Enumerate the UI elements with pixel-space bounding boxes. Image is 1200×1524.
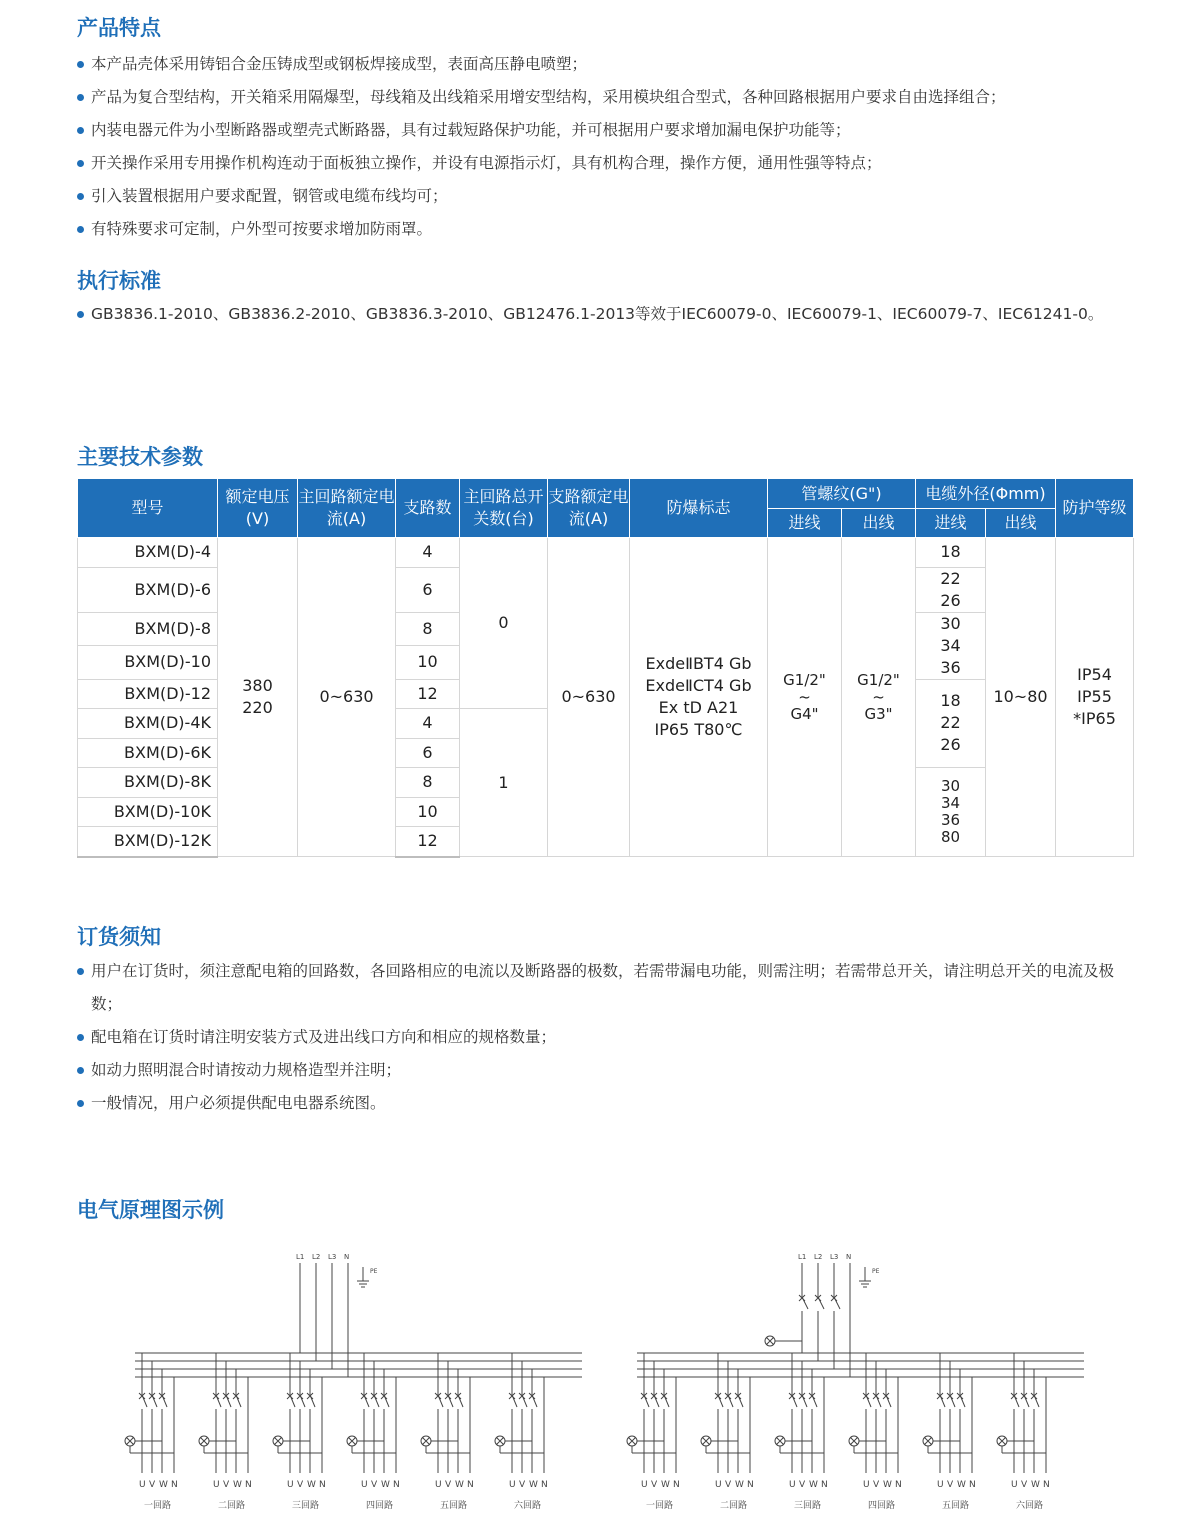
pe-label: PE (872, 1268, 880, 1275)
phase-label: L1 (798, 1253, 807, 1261)
terminal-label: U (213, 1480, 220, 1490)
model-cell: BXM(D)-6K (78, 738, 218, 768)
header-branch-current: 支路额定电流(A) (548, 479, 630, 538)
branches-cell: 6 (396, 567, 460, 612)
terminal-label: V (297, 1480, 304, 1490)
standards-list (77, 298, 1120, 331)
cable-in-cell: 18 22 26 (916, 679, 986, 768)
list-item: 有特殊要求可定制，户外型可按要求增加防雨罩。 (77, 213, 1160, 246)
list-item: 配电箱在订货时请注明安装方式及进出线口方向和相应的规格数量； (77, 1021, 1130, 1054)
branches-cell: 4 (396, 709, 460, 739)
list-item: 产品为复合型结构，开关箱采用隔爆型，母线箱及出线箱采用增安型结构，采用模块组合型式，各种回路根据用户要求自由选择组合； (77, 81, 1160, 114)
phase-label: L3 (830, 1253, 839, 1261)
terminal-label: W (957, 1480, 966, 1490)
branches-cell: 8 (396, 768, 460, 798)
branch-current-cell: 0~630 (548, 538, 630, 857)
header-cable-out: 出线 (986, 509, 1056, 538)
terminal-label: U (937, 1480, 944, 1490)
terminal-label: N (821, 1480, 828, 1490)
list-item: 本产品壳体采用铸铝合金压铸成型或钢板焊接成型，表面高压静电喷塑； (77, 48, 1160, 81)
circuit-label: 三回路 (292, 1501, 320, 1511)
header-model: 型号 (78, 479, 218, 538)
terminal-label: W (455, 1480, 464, 1490)
lamp-cross (275, 1438, 282, 1445)
terminal-label: N (1043, 1480, 1050, 1490)
diagrams-title: 电气原理图示例 (77, 1198, 224, 1222)
model-cell: BXM(D)-8 (78, 612, 218, 646)
header-thread-out: 出线 (842, 509, 916, 538)
terminal-label: N (895, 1480, 902, 1490)
pe-label: PE (370, 1268, 378, 1275)
ordering-list (77, 955, 1130, 1120)
branches-cell: 10 (396, 797, 460, 827)
voltage-cell: 380 220 (218, 538, 298, 857)
standards-title: 执行标准 (77, 269, 161, 293)
model-cell: BXM(D)-10 (78, 646, 218, 680)
model-cell: BXM(D)-10K (78, 797, 218, 827)
terminal-label: U (715, 1480, 722, 1490)
ground-icon (859, 1267, 871, 1287)
lamp-cross (777, 1438, 784, 1445)
lamp-cross (767, 1338, 774, 1345)
circuit-label: 三回路 (794, 1501, 822, 1511)
terminal-label: U (863, 1480, 870, 1490)
cable-in-cell: 22 26 (916, 567, 986, 612)
header-branches: 支路数 (396, 479, 460, 538)
list-item: GB3836.1-2010、GB3836.2-2010、GB3836.3-2010、GB12476.1-2013等效于IEC60079-0、IEC60079-1、IEC60079-7、IEC61241-0。 (77, 298, 1120, 331)
branches-cell: 10 (396, 646, 460, 680)
ex-mark-cell: ExdeⅡBT4 Gb ExdeⅡCT4 Gb Ex tD A21 IP65 T80℃ (630, 538, 768, 857)
circuit-label: 四回路 (868, 1501, 896, 1511)
header-ex-mark: 防爆标志 (630, 479, 768, 538)
lamp-cross (703, 1438, 710, 1445)
terminal-label: W (809, 1480, 818, 1490)
terminal-label: U (435, 1480, 442, 1490)
terminal-label: V (149, 1480, 156, 1490)
circuit-label: 六回路 (514, 1501, 542, 1511)
branches-cell: 6 (396, 738, 460, 768)
cable-out-cell: 10~80 (986, 538, 1056, 857)
terminal-label: V (725, 1480, 732, 1490)
terminal-label: V (519, 1480, 526, 1490)
terminal-label: N (393, 1480, 400, 1490)
lamp-cross (423, 1438, 430, 1445)
params-title: 主要技术参数 (77, 445, 203, 469)
list-item: 引入装置根据用户要求配置，钢管或电缆布线均可； (77, 180, 1160, 213)
phase-label: N (344, 1253, 350, 1261)
model-cell: BXM(D)-4K (78, 709, 218, 739)
terminal-label: W (1031, 1480, 1040, 1490)
terminal-label: N (319, 1480, 326, 1490)
lamp-cross (127, 1438, 134, 1445)
list-item: 一般情况，用户必须提供配电电器系统图。 (77, 1087, 1130, 1120)
terminal-label: U (139, 1480, 146, 1490)
terminal-label: U (789, 1480, 796, 1490)
terminal-label: W (159, 1480, 168, 1490)
terminal-label: N (245, 1480, 252, 1490)
header-cable-in: 进线 (916, 509, 986, 538)
model-cell: BXM(D)-8K (78, 768, 218, 798)
spec-table (77, 478, 1134, 858)
branches-cell: 8 (396, 612, 460, 646)
lamp-cross (497, 1438, 504, 1445)
list-item: 如动力照明混合时请按动力规格造型并注明； (77, 1054, 1130, 1087)
circuit-label: 四回路 (366, 1501, 394, 1511)
terminal-label: N (673, 1480, 680, 1490)
thread-in-cell: G1/2" ~ G4" (768, 538, 842, 857)
switches-cell: 1 (460, 709, 548, 857)
list-item: 内装电器元件为小型断路器或塑壳式断路器，具有过载短路保护功能，并可根据用户要求增加漏电保护功能等； (77, 114, 1160, 147)
lamp-cross (349, 1438, 356, 1445)
terminal-label: W (661, 1480, 670, 1490)
terminal-label: N (171, 1480, 178, 1490)
terminal-label: W (883, 1480, 892, 1490)
terminal-label: N (747, 1480, 754, 1490)
circuit-label: 六回路 (1016, 1501, 1044, 1511)
lamp-cross (851, 1438, 858, 1445)
schematic-with-main-switch (622, 1245, 1092, 1524)
circuit-label: 五回路 (440, 1501, 468, 1511)
features-title: 产品特点 (77, 16, 161, 40)
phase-label: N (846, 1253, 852, 1261)
terminal-label: N (467, 1480, 474, 1490)
terminal-label: U (1011, 1480, 1018, 1490)
terminal-label: V (799, 1480, 806, 1490)
phase-label: L3 (328, 1253, 337, 1261)
header-main-current: 主回路额定电流(A) (298, 479, 396, 538)
phase-label: L2 (312, 1253, 321, 1261)
ground-icon (357, 1267, 369, 1287)
schematic-diagram (622, 1245, 1092, 1520)
lamp-cross (999, 1438, 1006, 1445)
terminal-label: W (529, 1480, 538, 1490)
branches-cell: 12 (396, 679, 460, 709)
circuit-label: 一回路 (646, 1501, 674, 1511)
branches-cell: 4 (396, 538, 460, 568)
thread-out-cell: G1/2" ~ G3" (842, 538, 916, 857)
header-thread: 管螺纹(G") (768, 479, 916, 509)
main-current-cell: 0~630 (298, 538, 396, 857)
cable-in-cell: 18 (916, 538, 986, 568)
ip-cell: IP54 IP55 *IP65 (1056, 538, 1134, 857)
cable-in-cell: 30 34 36 80 (916, 768, 986, 857)
circuit-label: 二回路 (720, 1501, 748, 1511)
model-cell: BXM(D)-6 (78, 567, 218, 612)
terminal-label: W (233, 1480, 242, 1490)
circuit-label: 五回路 (942, 1501, 970, 1511)
model-cell: BXM(D)-12 (78, 679, 218, 709)
model-cell: BXM(D)-12K (78, 827, 218, 857)
list-item: 开关操作采用专用操作机构连动于面板独立操作，并设有电源指示灯，具有机构合理，操作方便，通用性强等特点； (77, 147, 1160, 180)
terminal-label: U (641, 1480, 648, 1490)
table-row (78, 538, 1134, 568)
header-cable: 电缆外径(Φmm) (916, 479, 1056, 509)
terminal-label: W (307, 1480, 316, 1490)
terminal-label: W (735, 1480, 744, 1490)
switches-cell: 0 (460, 538, 548, 709)
terminal-label: V (873, 1480, 880, 1490)
header-main-switches: 主回路总开关数(台) (460, 479, 548, 538)
terminal-label: U (509, 1480, 516, 1490)
schematic-without-main-switch (120, 1245, 590, 1524)
phase-label: L2 (814, 1253, 823, 1261)
terminal-label: V (223, 1480, 230, 1490)
model-cell: BXM(D)-4 (78, 538, 218, 568)
terminal-label: V (445, 1480, 452, 1490)
circuit-label: 一回路 (144, 1501, 172, 1511)
lamp-cross (925, 1438, 932, 1445)
terminal-label: V (651, 1480, 658, 1490)
cable-in-cell: 30 34 36 (916, 612, 986, 679)
terminal-label: N (541, 1480, 548, 1490)
header-voltage: 额定电压(V) (218, 479, 298, 538)
circuit-label: 二回路 (218, 1501, 246, 1511)
terminal-label: N (969, 1480, 976, 1490)
terminal-label: V (947, 1480, 954, 1490)
terminal-label: U (361, 1480, 368, 1490)
phase-label: L1 (296, 1253, 305, 1261)
branches-cell: 12 (396, 827, 460, 857)
schematic-diagram (120, 1245, 590, 1520)
ordering-title: 订货须知 (77, 925, 161, 949)
list-item: 用户在订货时，须注意配电箱的回路数，各回路相应的电流以及断路器的极数，若需带漏电功能，则需注明；若需带总开关，请注明总开关的电流及极数； (77, 955, 1130, 1021)
lamp-cross (629, 1438, 636, 1445)
features-list (77, 48, 1160, 246)
header-thread-in: 进线 (768, 509, 842, 538)
header-ip: 防护等级 (1056, 479, 1134, 538)
terminal-label: V (371, 1480, 378, 1490)
terminal-label: V (1021, 1480, 1028, 1490)
terminal-label: W (381, 1480, 390, 1490)
lamp-cross (201, 1438, 208, 1445)
terminal-label: U (287, 1480, 294, 1490)
